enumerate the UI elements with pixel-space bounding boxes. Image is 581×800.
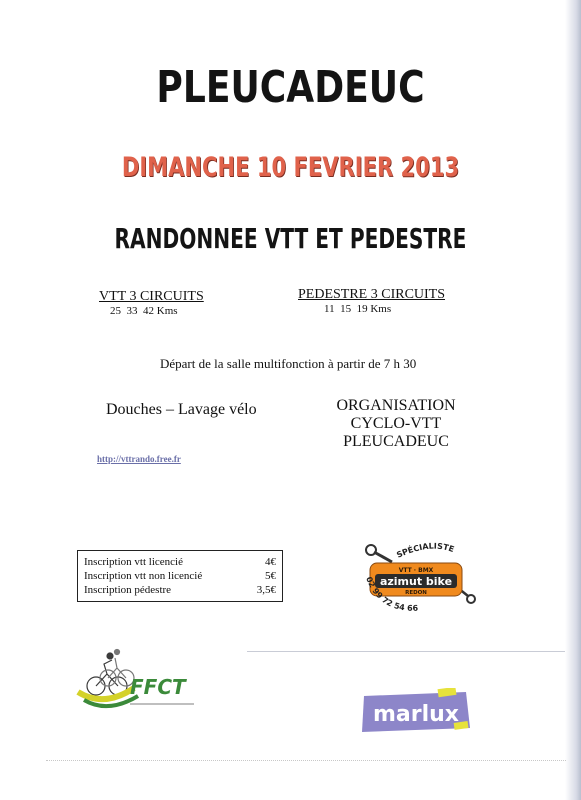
price-row (84, 556, 276, 569)
price-label: Inscription vtt licencié (84, 556, 183, 568)
azimut-bike-logo (358, 538, 488, 618)
price-label: Inscription vtt non licencié (84, 570, 203, 582)
azimut-bike-graphic (358, 538, 488, 618)
amenities-text: Douches – Lavage vélo (106, 401, 257, 418)
event-name: RANDONNEE VTT ET PEDESTRE (114, 222, 467, 255)
price-row (84, 570, 276, 583)
ffct-text: FFCT (130, 675, 186, 699)
price-amount: 4€ (265, 556, 276, 568)
event-date: DIMANCHE 10 FEVRIER 2013 (121, 152, 460, 183)
departure-info: Départ de la salle multifonction à partir de 7 h 30 (160, 356, 417, 371)
price-label: Inscription pédestre (84, 584, 172, 596)
azimut-city: REDON (405, 590, 427, 596)
azimut-name: azimut bike (379, 575, 453, 588)
ffct-logo (74, 638, 206, 718)
azimut-arc-top: SPÉCIALISTE (395, 541, 456, 560)
page-edge (565, 0, 581, 800)
price-table (77, 550, 283, 602)
price-row (84, 584, 276, 597)
organisation-line-1: ORGANISATION (336, 397, 456, 414)
cyclists-icon (87, 650, 134, 696)
azimut-phone: 02 99 72 54 66 (364, 575, 419, 613)
ffct-graphic (74, 638, 206, 718)
vtt-circuits-heading: VTT 3 CIRCUITS (99, 289, 204, 304)
vtt-circuits-distances: 25 33 42 Kms (110, 305, 178, 317)
divider-line (247, 651, 565, 652)
marlux-text: marlux (372, 702, 460, 727)
website-link[interactable]: http://vttrando.free.fr (97, 454, 181, 464)
pedestre-circuits-heading: PEDESTRE 3 CIRCUITS (298, 287, 446, 302)
marlux-logo (358, 688, 474, 738)
azimut-tag: VTT · BMX (398, 567, 434, 574)
pedestre-circuits-distances: 11 15 19 Kms (324, 303, 392, 315)
svg-text:SPÉCIALISTE (395, 542, 455, 560)
page-title: PLEUCADEUC (156, 62, 425, 113)
marlux-graphic (358, 688, 474, 738)
footer-dotted-line (46, 760, 566, 761)
price-amount: 3,5€ (256, 584, 276, 596)
price-amount: 5€ (265, 570, 276, 582)
organisation-line-2: CYCLO-VTT (350, 415, 442, 432)
organisation-block (326, 397, 466, 451)
organisation-line-3: PLEUCADEUC (343, 433, 449, 450)
wrench-icon (366, 545, 392, 562)
